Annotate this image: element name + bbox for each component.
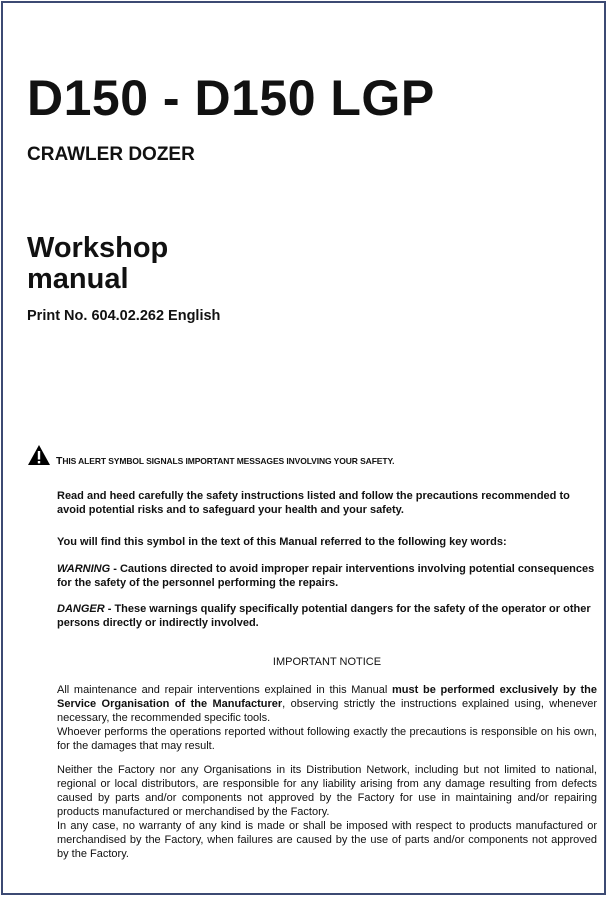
notice-p1-part1: All maintenance and repair interventions explained in this Manual xyxy=(57,684,393,696)
danger-text: - These warnings qualify specifically potential dangers for the safety of the operator or other persons directly or indirectly involved. xyxy=(57,603,591,629)
notice-paragraph-2 xyxy=(57,763,597,861)
safety-alert-body: HIS ALERT SYMBOL SIGNALS IMPORTANT MESSAGES INVOLVING YOUR SAFETY. xyxy=(62,456,395,466)
manual-type-line-1: Workshop xyxy=(27,232,169,264)
model-title: D150 - D150 LGP xyxy=(27,70,435,126)
manual-type-line-2: manual xyxy=(27,263,129,295)
warning-keyword: WARNING xyxy=(57,563,111,575)
notice-p2-part1: Neither the Factory nor any Organisations in its Distribution Network, including but not limited to national, regional or local distributors, are responsible for any liability arising from any damage resulting from defects caused by parts and/or components not approved by the Factory for use in maintaining and/or repairing products manufactured or merchandised by the Factory. xyxy=(57,764,597,818)
safety-alert-cap: T xyxy=(56,455,63,467)
safety-paragraph: Read and heed carefully the safety instructions listed and follow the precautions recommended to avoid potential risks and to safeguard your health and your safety. xyxy=(57,490,570,516)
manual-type-heading xyxy=(27,233,168,295)
notice-p1-bold: must be performed exclusively by the Service Organisation of the Manufacturer xyxy=(57,684,597,710)
important-notice-heading: IMPORTANT NOTICE xyxy=(272,656,382,668)
safety-alert-row xyxy=(27,444,587,468)
danger-paragraph xyxy=(57,602,597,630)
notice-p1-part2: , observing strictly the instructions explained using, whenever necessary, the recommended specific tools. xyxy=(57,698,597,724)
notice-p2-part2: In any case, no warranty of any kind is made or shall be imposed with respect to products manufactured or merchandised by the Factory, when failures are caused by the use of parts and/or components not approved by the Factory. xyxy=(57,820,597,860)
print-number: Print No. 604.02.262 English xyxy=(27,308,221,324)
danger-keyword: DANGER xyxy=(57,603,105,615)
warning-triangle-icon xyxy=(27,444,51,466)
warning-text: - Cautions directed to avoid improper repair interventions involving potential consequences for the safety of the personnel performing the repairs. xyxy=(57,563,595,589)
notice-p1-part3: Whoever performs the operations reported without following exactly the precautions is responsible on his own, for the damages that may result. xyxy=(57,726,597,752)
safety-alert-text xyxy=(56,455,394,467)
warning-paragraph xyxy=(57,562,597,590)
keywords-intro: You will find this symbol in the text of this Manual referred to the following key words: xyxy=(57,536,507,548)
notice-paragraph-1 xyxy=(57,683,597,753)
machine-type-subtitle: CRAWLER DOZER xyxy=(27,144,195,165)
manual-cover-page xyxy=(1,1,606,895)
